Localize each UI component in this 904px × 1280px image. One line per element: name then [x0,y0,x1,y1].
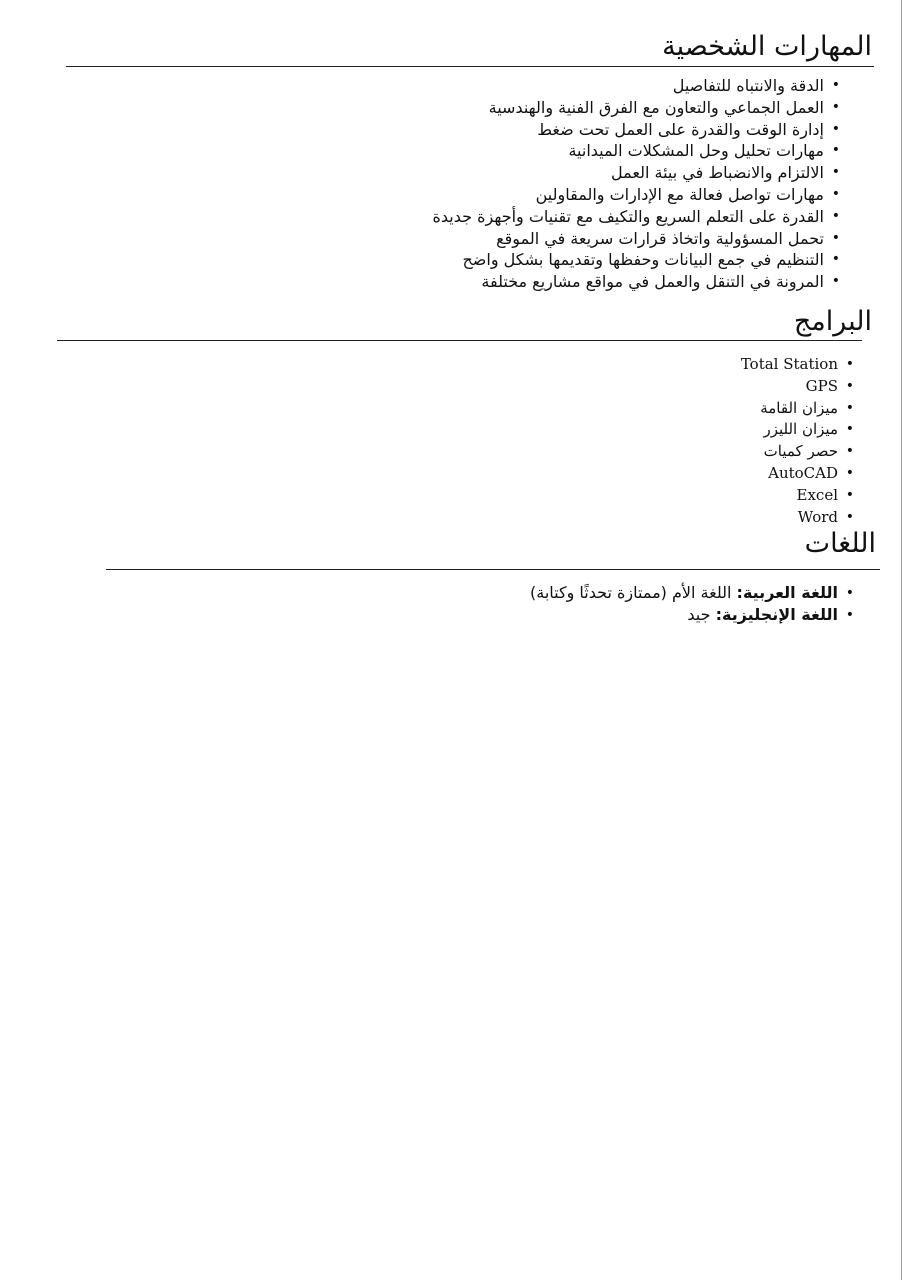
bullet-icon: • [831,229,840,246]
language-item [106,604,880,626]
skills-section [66,30,874,293]
bullet-icon: • [831,120,840,137]
page-edge [901,0,902,1280]
program-item [57,354,874,376]
skills-title: المهارات الشخصية [662,31,872,62]
program-item [57,419,874,441]
bullet-icon: • [845,585,854,601]
bullet-icon: • [845,356,854,372]
language-name: اللغة الإنجليزية: [715,605,838,624]
languages-title: اللغات [804,528,876,559]
bullet-icon: • [845,443,854,460]
bullet-icon: • [845,377,854,394]
language-item [106,582,880,604]
programs-section [57,305,874,528]
skill-item [66,184,874,206]
program-text: Excel [796,485,838,504]
program-item [57,376,874,398]
languages-divider [106,569,880,570]
program-text: GPS [805,376,838,395]
skill-text: تحمل المسؤولية واتخاذ قرارات سريعة في الموقع [496,228,824,248]
program-text: حصر كميات [763,442,838,461]
skill-item [66,140,874,162]
program-text: Word [797,507,838,526]
bullet-icon: • [831,98,840,115]
program-item [57,485,874,507]
skill-item [66,75,874,97]
skills-divider [66,66,874,67]
bullet-icon: • [831,251,840,268]
bullet-icon: • [831,164,840,181]
program-text: ميزان القامة [760,398,838,417]
languages-list [106,582,880,626]
skill-item [66,162,874,184]
skill-item [66,228,874,250]
skill-item [66,206,874,228]
bullet-icon: • [845,607,854,623]
language-level: اللغة الأم (ممتازة تحدثًا وكتابة) [530,583,737,602]
bullet-icon: • [831,207,840,224]
bullet-icon: • [845,464,854,481]
skills-list [66,75,874,293]
language-level: جيد [687,605,716,624]
program-item [57,398,874,420]
language-name: اللغة العربية: [736,583,838,602]
skill-item [66,97,874,119]
skill-item [66,271,874,293]
bullet-icon: • [845,486,854,503]
bullet-icon: • [831,77,840,93]
skill-item [66,119,874,141]
skill-text: المرونة في التنقل والعمل في مواقع مشاريع مختلفة [481,272,824,292]
program-text: ميزان الليزر [763,420,838,439]
skill-text: الالتزام والانضباط في بيئة العمل [611,163,824,183]
program-item [57,441,874,463]
skill-text: العمل الجماعي والتعاون مع الفرق الفنية والهندسية [488,97,824,117]
program-text: AutoCAD [768,463,838,482]
bullet-icon: • [831,142,840,159]
bullet-icon: • [845,421,854,438]
skill-text: القدرة على التعلم السريع والتكيف مع تقنيات وأجهزة جديدة [432,206,824,226]
skill-text: مهارات تحليل وحل المشكلات الميدانية [568,141,824,161]
programs-list [57,354,874,528]
skill-text: مهارات تواصل فعالة مع الإدارات والمقاولين [535,184,824,204]
programs-title: البرامج [793,306,872,337]
program-item [57,463,874,485]
bullet-icon: • [831,185,840,202]
skill-text: التنظيم في جمع البيانات وحفظها وتقديمها بشكل واضح [462,250,824,270]
skill-item [66,249,874,271]
bullet-icon: • [845,508,854,525]
skill-text: إدارة الوقت والقدرة على العمل تحت ضغط [537,119,824,139]
bullet-icon: • [845,399,854,416]
languages-section [106,527,880,626]
program-text: Total Station [740,355,838,373]
program-item [57,507,874,529]
programs-divider [57,340,862,341]
skill-text: الدقة والانتباه للتفاصيل [672,76,824,95]
bullet-icon: • [831,273,840,290]
